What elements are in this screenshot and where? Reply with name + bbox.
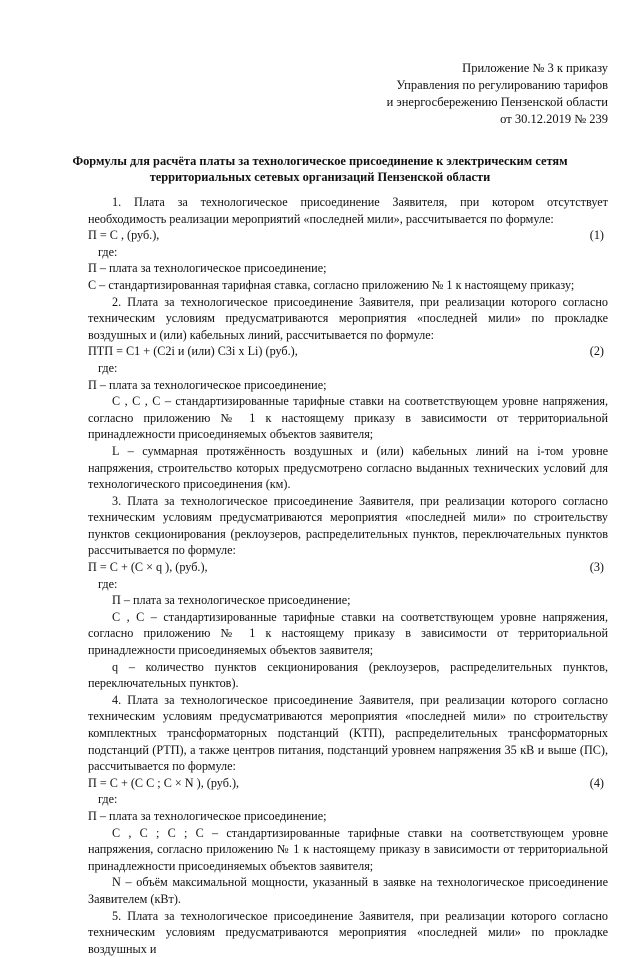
item2-where: где: bbox=[98, 360, 118, 375]
item3-definition-1: П – плата за технологическое присоединение; bbox=[112, 593, 351, 608]
header-line-1: Приложение № 3 к приказу bbox=[462, 61, 608, 75]
item4-definition-3: N – объём максимальной мощности, указанный в заявке на технологическое присоединение Заявителем (кВт). bbox=[88, 875, 608, 906]
formula-2-text: ПТП = С1 + (С2i и (или) С3i x Li) (руб.), bbox=[88, 344, 298, 359]
formula-2-number: (2) bbox=[589, 344, 604, 359]
document-body bbox=[88, 194, 608, 957]
header-line-3: и энергосбережению Пензенской области bbox=[386, 95, 608, 109]
item2-intro: 2. Плата за технологическое присоединение Заявителя, при реализации которого согласно техническим условиям предусматриваются мероприятия «последней мили» по прокладке воздушных и (или) кабельных линий, рассчитывается по формуле: bbox=[88, 294, 608, 342]
formula-2 bbox=[88, 343, 608, 360]
item4-definition-1: П – плата за технологическое присоединение; bbox=[88, 808, 327, 823]
item3-definition-3: q – количество пунктов секционирования (реклоузеров, распределительных пунктов, переключательных пунктов). bbox=[88, 659, 608, 691]
document-title bbox=[60, 153, 580, 185]
item1-where: где: bbox=[98, 244, 118, 259]
appendix-header bbox=[387, 60, 608, 128]
item4-intro: 4. Плата за технологическое присоединение Заявителя, при реализации которого согласно техническим условиям предусматриваются мероприятия «последней мили» по строительству комплектных трансформаторных подстанций (КТП), распределительных трансформаторных подстанций (РТП), а также центров питания, подстанций уровнем напряжения 35 кВ и выше (ПС), рассчитывается по формуле: bbox=[88, 692, 608, 774]
item1-intro: 1. Плата за технологическое присоединение Заявителя, при котором отсутствует необходимость реализации мероприятий «последней мили», рассчитывается по формуле: bbox=[88, 195, 608, 226]
item3-definition-2: С , С – стандартизированные тарифные ставки на соответствующем уровне напряжения, согласно приложению № 1 к настоящему приказу в зависимости от территориальной принадлежности присоединяемых объектов заявителя; bbox=[88, 609, 608, 658]
formula-4 bbox=[88, 775, 608, 792]
header-line-4: от 30.12.2019 № 239 bbox=[500, 112, 608, 126]
item3-where: где: bbox=[98, 576, 118, 591]
item1-definition-2: С – стандартизированная тарифная ставка, согласно приложению № 1 к настоящему приказу; bbox=[88, 277, 575, 292]
header-line-2: Управления по регулированию тарифов bbox=[396, 78, 608, 92]
item2-definition-1: П – плата за технологическое присоединение; bbox=[88, 377, 327, 392]
formula-3-number: (3) bbox=[589, 560, 604, 575]
title-line-2: территориальных сетевых организаций Пензенской области bbox=[149, 170, 491, 184]
formula-4-number: (4) bbox=[589, 775, 604, 790]
formula-1-text: П = С , (руб.), bbox=[88, 228, 160, 243]
item4-definition-2: С , С ; С ; С – стандартизированные тарифные ставки на соответствующем уровне напряжения, согласно приложению № 1 к настоящему приказу в зависимости от территориальной принадлежности присоединяемых объектов заявителя; bbox=[88, 825, 608, 873]
formula-1 bbox=[88, 227, 608, 244]
item2-definition-3: L – суммарная протяжённость воздушных и (или) кабельных линий на i-том уровне напряжения, строительство которых предусмотрено согласно выданных технических условий для технологического присоединения (км). bbox=[88, 443, 608, 492]
formula-3-text: П = С + (С × q ), (руб.), bbox=[88, 560, 208, 575]
item4-where: где: bbox=[98, 792, 118, 807]
formula-3 bbox=[88, 559, 608, 576]
formula-1-number: (1) bbox=[589, 228, 604, 243]
item2-definition-2: С , С , С – стандартизированные тарифные ставки на соответствующем уровне напряжения, согласно приложению № 1 к настоящему приказу в зависимости от территориальной принадлежности присоединяемых объектов заявителя; bbox=[88, 394, 608, 442]
title-line-1: Формулы для расчёта платы за технологическое присоединение к электрическим сетям bbox=[72, 154, 568, 168]
formula-4-text: П = С + (С С ; С × N ), (руб.), bbox=[88, 775, 240, 790]
item1-definition-1: П – плата за технологическое присоединение; bbox=[88, 261, 327, 276]
item5-intro: 5. Плата за технологическое присоединение Заявителя, при реализации которого согласно техническим условиям предусматриваются мероприятия «последней мили» по прокладке воздушных и bbox=[88, 908, 608, 956]
item3-intro: 3. Плата за технологическое присоединение Заявителя, при реализации которого согласно техническим условиям предусматриваются мероприятия «последней мили» по строительству пунктов секционирования (реклоузеров, распределительных пунктов, переключательных пунктов рассчитывается по формуле: bbox=[88, 493, 608, 558]
